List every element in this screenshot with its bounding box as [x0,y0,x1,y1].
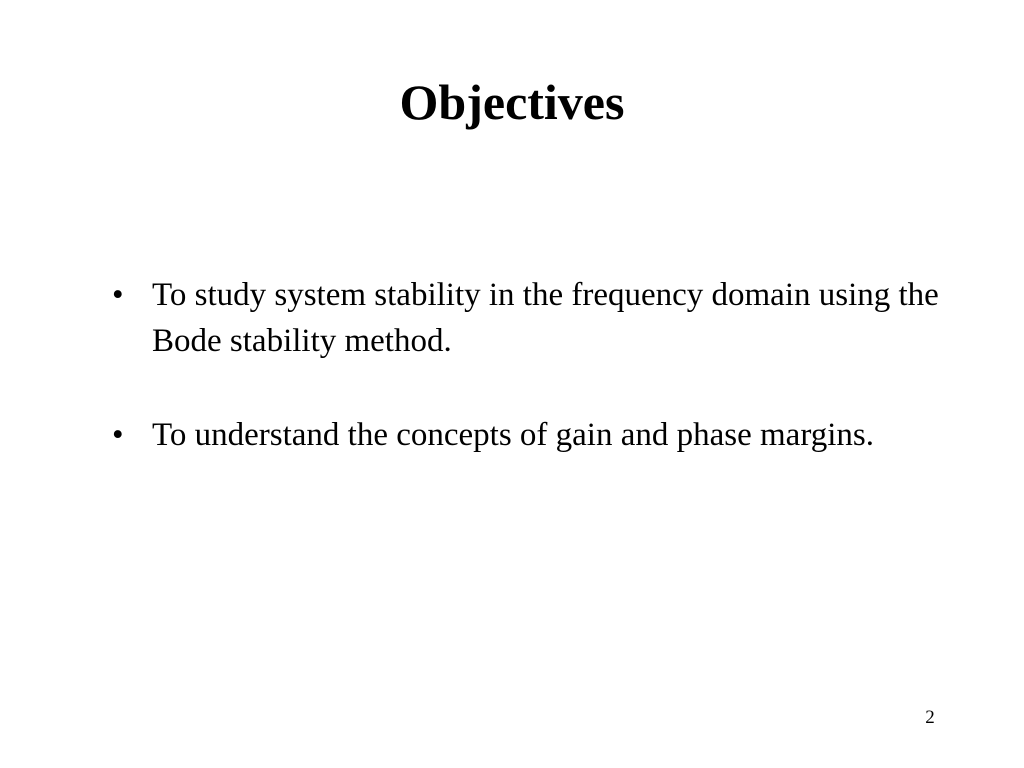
bullet-icon: • [112,277,124,313]
page-number: 2 [925,707,935,728]
page-title: Objectives [399,74,625,130]
objective-text: To understand the concepts of gain and phase margins. [152,417,874,453]
list-item [112,412,962,458]
objectives-list [112,272,962,506]
list-item [112,272,962,364]
bullet-icon: • [112,417,124,453]
objective-text: To study system stability in the frequency domain using the Bode stability method. [152,277,939,359]
